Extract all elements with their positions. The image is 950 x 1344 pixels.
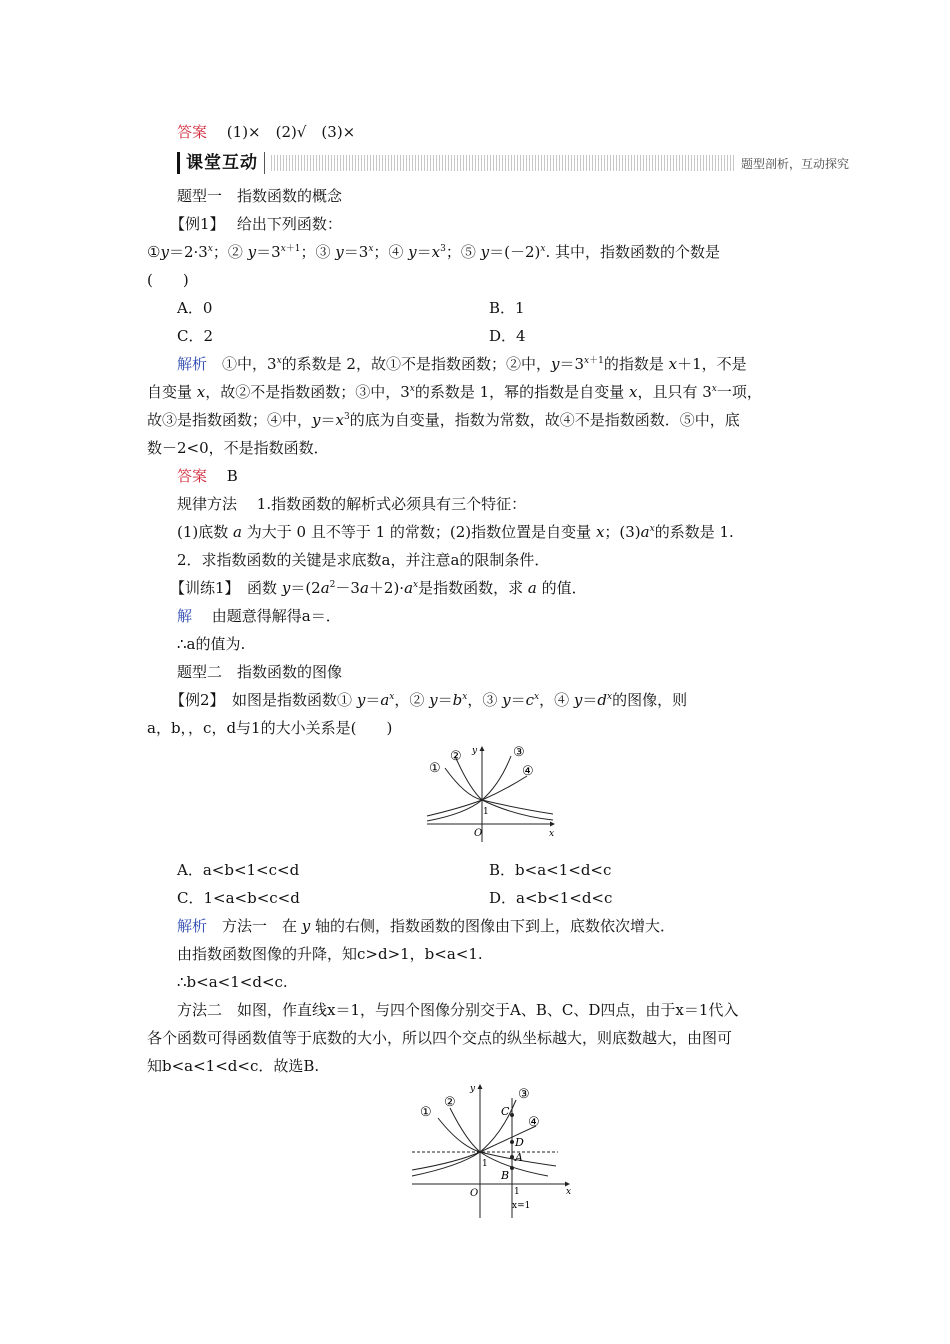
example1-header [170, 214, 830, 234]
example2-options-row2 [177, 888, 837, 908]
x-axis-arrow [565, 1182, 570, 1187]
method1-label: 规律方法 [177, 495, 238, 513]
example1-functions: $①y=2\cdot 3^x$；② $y=3^{x+1}$；③ $y=3^x$；④ $y=x^3$；⑤ $y=(-2)^x$. 其中，指数函数的个数是 [147, 243, 721, 261]
answer1-line [177, 466, 837, 486]
section-title: 课堂互动 [177, 152, 265, 174]
ex2-option-a: A．a<b<1<c<d [177, 861, 300, 879]
solution1-label: 解 [177, 607, 193, 625]
figure1-graph [425, 744, 565, 844]
example2-options-row1 [177, 860, 837, 880]
answer-label: 答案 [177, 123, 208, 141]
curve-4-label: ④ [522, 764, 534, 779]
x-axis-label: x [566, 1187, 572, 1197]
option-d: D．4 [489, 327, 526, 345]
method1-line1 [177, 494, 837, 514]
figure2-graph [408, 1082, 578, 1222]
point-c [510, 1113, 514, 1117]
answer-line-top [177, 122, 837, 142]
curve-3-label: ③ [513, 745, 525, 760]
analysis1-label: 解析 [177, 355, 208, 373]
type2-title: 题型二 指数函数的图像 [177, 663, 343, 681]
origin-label: O [470, 1188, 479, 1199]
section-stripe [271, 155, 735, 171]
example2-line1: 【例2】 如图是指数函数① $y=a^x$，② $y=b^x$，③ $y=c^x$，④ $y=d^x$的图像，则 [170, 691, 688, 709]
analysis2-label: 解析 [177, 917, 208, 935]
one-label: 1 [483, 807, 489, 817]
section-tag: 题型剖析，互动探究 [735, 155, 849, 172]
y-axis-label: y [472, 746, 478, 756]
answer-text: (1)× (2)√ (3)× [226, 123, 356, 141]
point-b-label: B [501, 1169, 510, 1182]
analysis1-line3: 故③是指数函数；④中，$y=x^3$的底为自变量，指数为常数，故④不是指数函数．⑤中，底 [147, 411, 740, 429]
curve-2-label: ② [450, 749, 462, 764]
point-d-label: D [515, 1136, 524, 1149]
training1-label: 【训练1】 [170, 579, 233, 597]
point-c-label: C [501, 1105, 510, 1118]
x-axis-label: x [549, 829, 555, 839]
curve-3-label: ③ [518, 1087, 530, 1102]
ex2-option-c: C．1<a<b<c<d [177, 889, 300, 907]
training1-line: 【训练1】 函数 $y=(2a^2-3a+2)\cdot a^x$是指数函数，求 a 的值． [170, 579, 587, 597]
example1-options-row2 [177, 326, 837, 346]
x-equals-1-label: x=1 [512, 1201, 531, 1211]
point-a-label: A [515, 1151, 523, 1164]
example2-line2: a，b，，c，d与1的大小关系是( ) [147, 719, 393, 737]
solution1-text: 由题意得解得a＝． [211, 607, 341, 625]
analysis1-line1: 解析 ①中，3$^x$的系数是 2，故①不是指数函数；②中，$y=3^{x+1}$的指数是 x＋1，不是 [177, 355, 747, 373]
analysis2-line3: ∴b<a<1<d<c. [177, 973, 288, 991]
y-axis-arrow [480, 746, 485, 751]
curve-1-label: ① [429, 761, 441, 776]
method1-line3: 2．求指数函数的关键是求底数a，并注意a的限制条件． [177, 551, 550, 569]
example1-paren: ( ) [147, 271, 189, 289]
ex2-option-b: B．b<a<1<d<c [489, 861, 612, 879]
one-x-label: 1 [514, 1187, 520, 1197]
point-a [510, 1155, 514, 1159]
curve-2 [455, 756, 553, 820]
analysis2-line1: 解析 方法一 在 y 轴的右侧，指数函数的图像由下到上，底数依次增大． [177, 917, 676, 935]
y-axis-arrow [478, 1084, 483, 1089]
curve-4 [427, 776, 527, 816]
solution1-conclusion: ∴a的值为. [177, 635, 246, 653]
one-y-label: 1 [482, 1159, 488, 1169]
answer1-text: B [226, 467, 238, 485]
point-b [510, 1166, 514, 1170]
analysis1-line4: 数－2<0，不是指数函数． [147, 439, 329, 457]
example2-label: 【例2】 [170, 691, 218, 709]
option-c: C．2 [177, 327, 214, 345]
type1-title: 题型一 指数函数的概念 [177, 187, 343, 205]
curve-4-label: ④ [528, 1115, 540, 1130]
example1-options-row1 [177, 298, 837, 318]
option-a: A．0 [177, 299, 213, 317]
example1-prompt: 给出下列函数： [236, 215, 342, 233]
analysis1-line2: 自变量 x，故②不是指数函数；③中，3$^x$的系数是 1，幂的指数是自变量 x，且只有 3$^x$一项， [147, 383, 762, 401]
x-axis-arrow [550, 822, 555, 827]
method2-line3: 知b<a<1<d<c．故选B. [147, 1057, 320, 1075]
curve-1-label: ① [420, 1105, 432, 1120]
example1-label: 【例1】 [170, 215, 218, 233]
method2-line1: 方法二 如图，作直线x＝1，与四个图像分别交于A、B、C、D四点，由于x＝1代入 [177, 1001, 739, 1019]
section-header [177, 150, 849, 176]
curve-2-label: ② [444, 1095, 456, 1110]
answer1-label: 答案 [177, 467, 208, 485]
option-b: B．1 [489, 299, 525, 317]
method1-line2: (1)底数 a 为大于 0 且不等于 1 的常数；(2)指数位置是自变量 x；$(3)a^x$的系数是 1. [177, 523, 734, 541]
origin-label: O [474, 828, 483, 839]
point-d [510, 1140, 514, 1144]
y-axis-label: y [470, 1084, 476, 1094]
method2-line2: 各个函数可得函数值等于底数的大小，所以四个交点的纵坐标越大，则底数越大，由图可 [147, 1029, 733, 1047]
solution1-line [177, 606, 837, 626]
method1-text1: 1.指数函数的解析式必须具有三个特征： [256, 495, 527, 513]
analysis2-line2: 由指数函数图像的升降，知c>d>1，b<a<1. [177, 945, 483, 963]
ex2-option-d: D．a<b<1<d<c [489, 889, 613, 907]
